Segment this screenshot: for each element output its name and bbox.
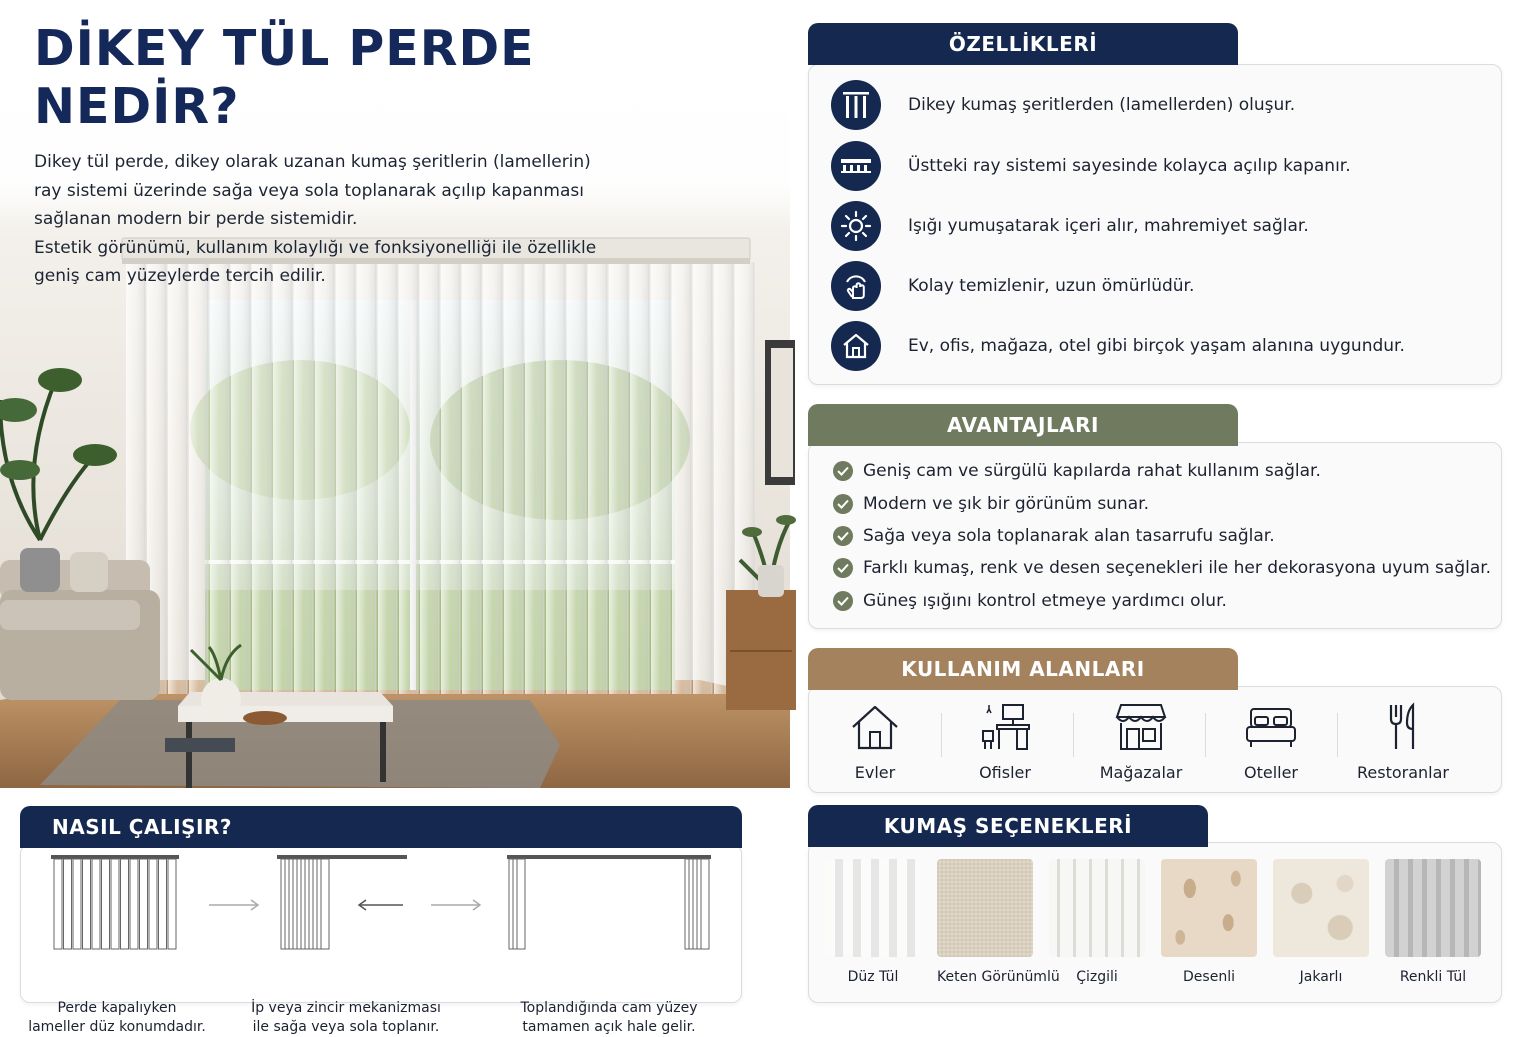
fabric-option <box>937 859 1060 985</box>
fabric-swatch-colored <box>1385 859 1481 957</box>
fabric-label: Keten Görünümlü <box>937 969 1060 985</box>
fabric-option <box>1273 859 1369 985</box>
diagram-slat <box>159 859 167 949</box>
curtain-slat <box>273 262 292 694</box>
fabric-option <box>1161 859 1257 985</box>
office-desk-icon <box>979 701 1031 753</box>
curtain-slat <box>630 262 649 694</box>
fabric-option <box>1385 859 1481 985</box>
page-title: DİKEY TÜL PERDE NEDİR? <box>34 20 535 135</box>
check-icon <box>833 558 853 578</box>
diagram-slat <box>121 859 129 949</box>
curtain-slat <box>189 262 208 694</box>
usage-item <box>1343 701 1463 782</box>
curtain-slat <box>483 262 502 694</box>
vertical-slats-icon <box>831 80 881 130</box>
intro-paragraph <box>34 148 734 291</box>
advantages-panel <box>808 442 1502 629</box>
advantage-item <box>833 556 1491 580</box>
advantage-text: Geniş cam ve sürgülü kapılarda rahat kullanım sağlar. <box>863 461 1321 481</box>
how-title: NASIL ÇALIŞIR? <box>52 815 232 839</box>
diagram-slat <box>64 859 72 949</box>
usage-title: KULLANIM ALANLARI <box>901 657 1145 681</box>
bed-icon <box>1245 701 1297 753</box>
usage-item <box>945 701 1065 782</box>
how-panel <box>20 844 742 1035</box>
curtain-slat <box>609 262 628 694</box>
advantage-text: Güneş ışığını kontrol etmeye yardımcı olur. <box>863 591 1227 611</box>
hand-touch-icon <box>831 261 881 311</box>
diagram-slat <box>321 859 329 949</box>
usage-label: Ofisler <box>979 763 1031 782</box>
usage-item <box>815 701 935 782</box>
usage-label: Mağazalar <box>1099 763 1183 782</box>
advantage-item <box>833 524 1275 548</box>
usage-tab <box>808 648 1238 690</box>
curtain-slat <box>378 262 397 694</box>
fabric-label: Renkli Tül <box>1399 969 1467 985</box>
curtain-slat <box>231 262 250 694</box>
advantage-text: Modern ve şık bir görünüm sunar. <box>863 494 1149 514</box>
store-icon <box>1115 701 1167 753</box>
how-diagram <box>21 845 743 995</box>
intro-line: Dikey tül perde, dikey olarak uzanan kumaş şeritlerin (lamellerin) <box>34 152 591 172</box>
divider <box>941 713 942 757</box>
curtain-slat <box>294 262 313 694</box>
intro-line: geniş cam yüzeylerde tercih edilir. <box>34 266 326 286</box>
curtain-slat <box>315 262 334 694</box>
step-caption <box>25 999 209 1037</box>
fabric-label: Düz Tül <box>847 969 899 985</box>
divider <box>1337 713 1338 757</box>
fabrics-title: KUMAŞ SEÇENEKLERİ <box>883 814 1133 838</box>
curtain-slat <box>210 262 229 694</box>
diagram-slat <box>73 859 81 949</box>
usage-label: Evler <box>854 763 896 782</box>
feature-text: Üstteki ray sistemi sayesinde kolayca açılıp kapanır. <box>908 156 1351 176</box>
intro-line: sağlanan modern bir perde sistemidir. <box>34 209 358 229</box>
curtain-slat <box>168 262 187 694</box>
curtain-slat <box>462 262 481 694</box>
fabric-swatch-plain <box>825 859 921 957</box>
cutlery-icon <box>1377 701 1429 753</box>
curtain-slat <box>651 262 670 694</box>
curtain-slat <box>504 262 523 694</box>
usage-panel <box>808 686 1502 793</box>
diagram-slat <box>149 859 157 949</box>
curtain-slat <box>357 262 376 694</box>
closed-curtain-drawing <box>51 855 179 949</box>
fabric-option <box>1049 859 1145 985</box>
usage-item <box>1211 701 1331 782</box>
rail-icon <box>831 141 881 191</box>
usage-label: Oteller <box>1243 763 1299 782</box>
diagram-slat <box>111 859 119 949</box>
usage-label: Restoranlar <box>1357 763 1449 782</box>
how-tab <box>20 806 742 848</box>
diagram-slat <box>102 859 110 949</box>
fabric-swatch-striped <box>1049 859 1145 957</box>
features-title: ÖZELLİKLERİ <box>948 32 1098 56</box>
feature-text: Işığı yumuşatarak içeri alır, mahremiyet sağlar. <box>908 216 1309 236</box>
divider <box>1205 713 1206 757</box>
feature-text: Dikey kumaş şeritlerden (lamellerden) oluşur. <box>908 95 1296 115</box>
step-caption <box>239 999 453 1037</box>
intro-line: ray sistemi üzerinde sağa veya sola toplanarak açılıp kapanması <box>34 180 584 201</box>
advantages-tab <box>808 404 1238 446</box>
curtain-slat <box>399 262 418 694</box>
feature-text: Kolay temizlenir, uzun ömürlüdür. <box>908 276 1195 296</box>
diagram-slat <box>83 859 91 949</box>
diagram-slat <box>92 859 100 949</box>
curtain-slat <box>588 262 607 694</box>
step-caption-line: İp veya zincir mekanizması <box>251 1000 441 1016</box>
fabric-swatch-linen <box>937 859 1033 957</box>
feature-item <box>831 200 1309 252</box>
feature-item <box>831 260 1194 312</box>
advantage-item <box>833 589 1227 613</box>
features-panel <box>808 64 1502 385</box>
step-caption-line: lameller düz konumdadır. <box>28 1019 206 1035</box>
fabric-label: Çizgili <box>1076 969 1118 985</box>
step-caption-line: Perde kapalıyken <box>57 1000 177 1016</box>
curtain-slat <box>693 262 712 694</box>
home-icon <box>831 321 881 371</box>
diagram-slat <box>168 859 176 949</box>
check-icon <box>833 461 853 481</box>
feature-item <box>831 320 1405 372</box>
advantages-title: AVANTAJLARI <box>946 413 1100 437</box>
fabrics-tab <box>808 805 1208 847</box>
curtain-slat <box>567 262 586 694</box>
diagram-slat <box>517 859 525 949</box>
diagram-slat <box>140 859 148 949</box>
fabric-swatch-jacquard <box>1273 859 1369 957</box>
usage-item <box>1081 701 1201 782</box>
sun-icon <box>831 201 881 251</box>
check-icon <box>833 494 853 514</box>
step-caption <box>499 999 719 1037</box>
advantage-item <box>833 492 1149 516</box>
step-caption-line: ile sağa veya sola toplanır. <box>252 1019 440 1035</box>
feature-item <box>831 79 1295 131</box>
curtain-slat <box>672 262 691 694</box>
fabric-option <box>825 859 921 985</box>
feature-item <box>831 140 1351 192</box>
features-tab <box>808 23 1238 65</box>
diagram-slat <box>54 859 62 949</box>
check-icon <box>833 526 853 546</box>
advantage-item <box>833 459 1321 483</box>
curtain-slat <box>441 262 460 694</box>
divider <box>1073 713 1074 757</box>
curtain-slat <box>336 262 355 694</box>
fabric-swatch-patterned <box>1161 859 1257 957</box>
diagram-slat <box>701 859 709 949</box>
curtain-slat <box>420 262 439 694</box>
diagram-slat <box>130 859 138 949</box>
feature-text: Ev, ofis, mağaza, otel gibi birçok yaşam alanına uygundur. <box>908 336 1405 356</box>
house-icon <box>849 701 901 753</box>
curtain-slat <box>252 262 271 694</box>
step-caption-line: Toplandığında cam yüzey <box>520 1000 698 1016</box>
fabrics-panel <box>808 842 1502 1003</box>
check-icon <box>833 591 853 611</box>
hero-text <box>34 20 734 291</box>
hero-section <box>0 0 790 788</box>
advantage-text: Sağa veya sola toplanarak alan tasarrufu sağlar. <box>863 526 1275 546</box>
curtain-slat <box>525 262 544 694</box>
intro-line: Estetik görünümü, kullanım kolaylığı ve fonksiyonelliği ile özellikle <box>34 237 597 258</box>
step-caption-line: tamamen açık hale gelir. <box>522 1019 696 1035</box>
fabric-label: Jakarlı <box>1299 969 1343 985</box>
advantage-text: Farklı kumaş, renk ve desen seçenekleri ile her dekorasyona uyum sağlar. <box>863 558 1492 578</box>
curtain-slat <box>546 262 565 694</box>
fabric-label: Desenli <box>1183 969 1235 985</box>
